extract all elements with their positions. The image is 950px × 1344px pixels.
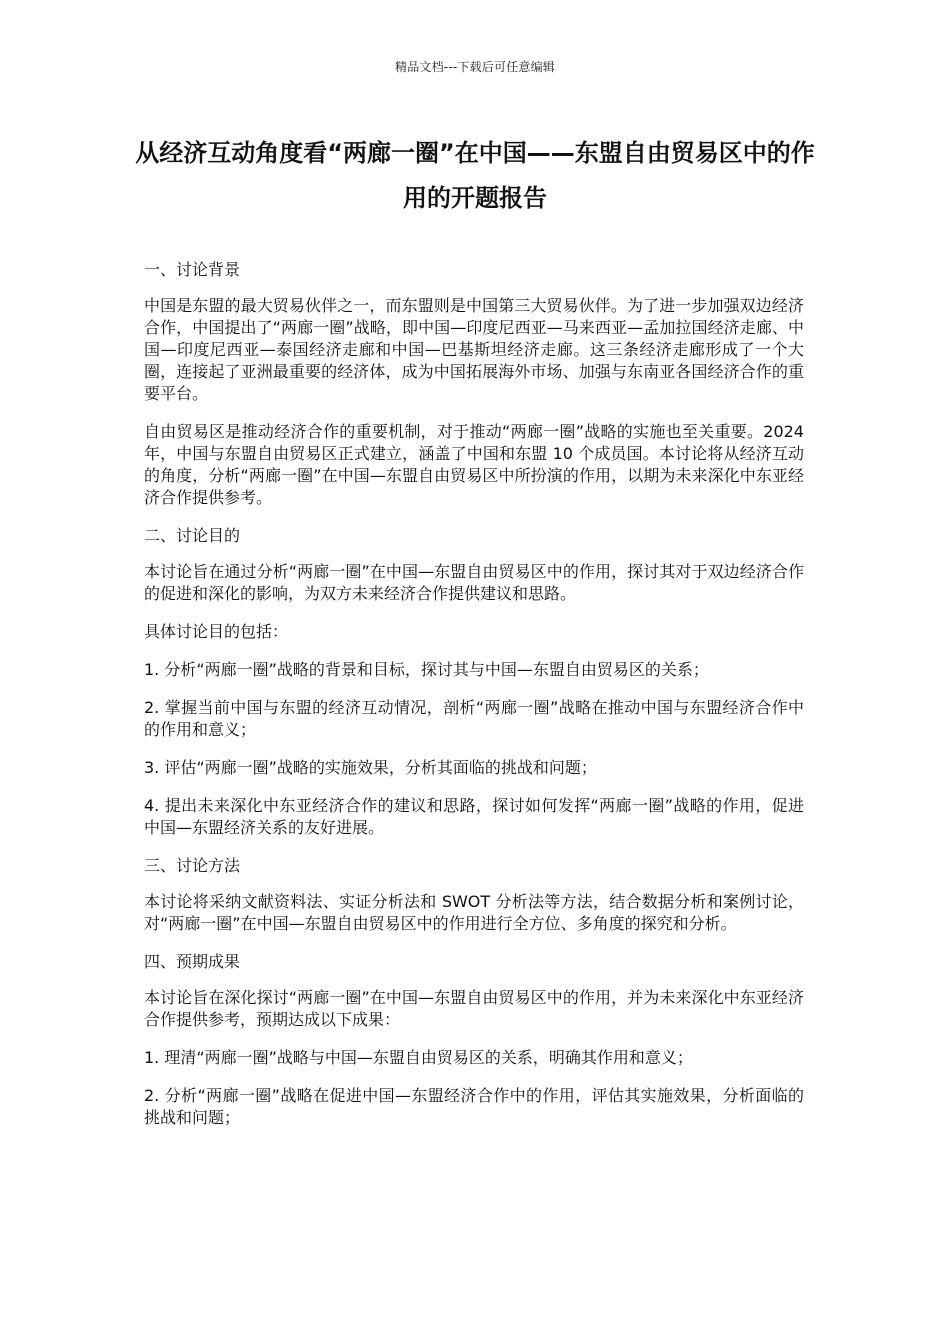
list-item: 1. 分析“两廊一圈”战略的背景和目标，探讨其与中国—东盟自由贸易区的关系； xyxy=(144,660,709,679)
list-item: 3. 评估“两廊一圈”战略的实施效果，分析其面临的挑战和问题； xyxy=(144,758,597,777)
list-item: 2. 分析“两廊一圈”战略在促进中国—东盟经济合作中的作用，评估其实施效果，分析面临的挑战和问题； xyxy=(144,1086,804,1127)
paragraph: 中国是东盟的最大贸易伙伴之一，而东盟则是中国第三大贸易伙伴。为了进一步加强双边经济合作，中国提出了“两廊一圈”战略，即中国—印度尼西亚—马来西亚—孟加拉国经济走廊、中国—印度尼西亚—泰国经济走廊和中国—巴基斯坦经济走廊。这三条经济走廊形成了一个大圈，连接起了亚洲最重要的经济体，成为中国拓展海外市场、加强与东南亚各国经济合作的重要平台。 xyxy=(144,296,804,403)
document-body xyxy=(144,259,804,1145)
section-heading-outcomes: 四、预期成果 xyxy=(144,952,241,971)
paragraph: 本讨论旨在深化探讨“两廊一圈”在中国—东盟自由贸易区中的作用，并为未来深化中东亚经济合作提供参考，预期达成以下成果： xyxy=(144,988,804,1029)
list-item: 1. 理清“两廊一圈”战略与中国—东盟自由贸易区的关系，明确其作用和意义； xyxy=(144,1048,693,1067)
paragraph: 本讨论旨在通过分析“两廊一圈”在中国—东盟自由贸易区中的作用，探讨其对于双边经济合作的促进和深化的影响，为双方未来经济合作提供建议和思路。 xyxy=(144,562,804,603)
header-note: 精品文档---下载后可任意编辑 xyxy=(395,60,555,74)
section-heading-purpose: 二、讨论目的 xyxy=(144,526,241,545)
section-heading-method: 三、讨论方法 xyxy=(144,856,241,875)
list-item: 2. 掌握当前中国与东盟的经济互动情况，剖析“两廊一圈”战略在推动中国与东盟经济合作中的作用和意义； xyxy=(144,698,804,739)
list-item: 4. 提出未来深化中东亚经济合作的建议和思路，探讨如何发挥“两廊一圈”战略的作用，促进中国—东盟经济关系的友好进展。 xyxy=(144,796,804,837)
paragraph: 本讨论将采纳文献资料法、实证分析法和 SWOT 分析法等方法，结合数据分析和案例讨论，对“两廊一圈”在中国—东盟自由贸易区中的作用进行全方位、多角度的探究和分析。 xyxy=(144,892,804,933)
document-title: 从经济互动角度看“两廊一圈”在中国——东盟自由贸易区中的作用的开题报告 xyxy=(135,139,815,212)
paragraph: 具体讨论目的包括： xyxy=(144,622,289,641)
section-heading-background: 一、讨论背景 xyxy=(144,260,241,279)
paragraph: 自由贸易区是推动经济合作的重要机制，对于推动“两廊一圈”战略的实施也至关重要。2024 年，中国与东盟自由贸易区正式建立，涵盖了中国和东盟 10 个成员国。本讨论将从经济互动的角度，分析“两廊一圈”在中国—东盟自由贸易区中所扮演的作用，以期为未来深化中东亚经济合作提供参考。 xyxy=(144,422,804,507)
